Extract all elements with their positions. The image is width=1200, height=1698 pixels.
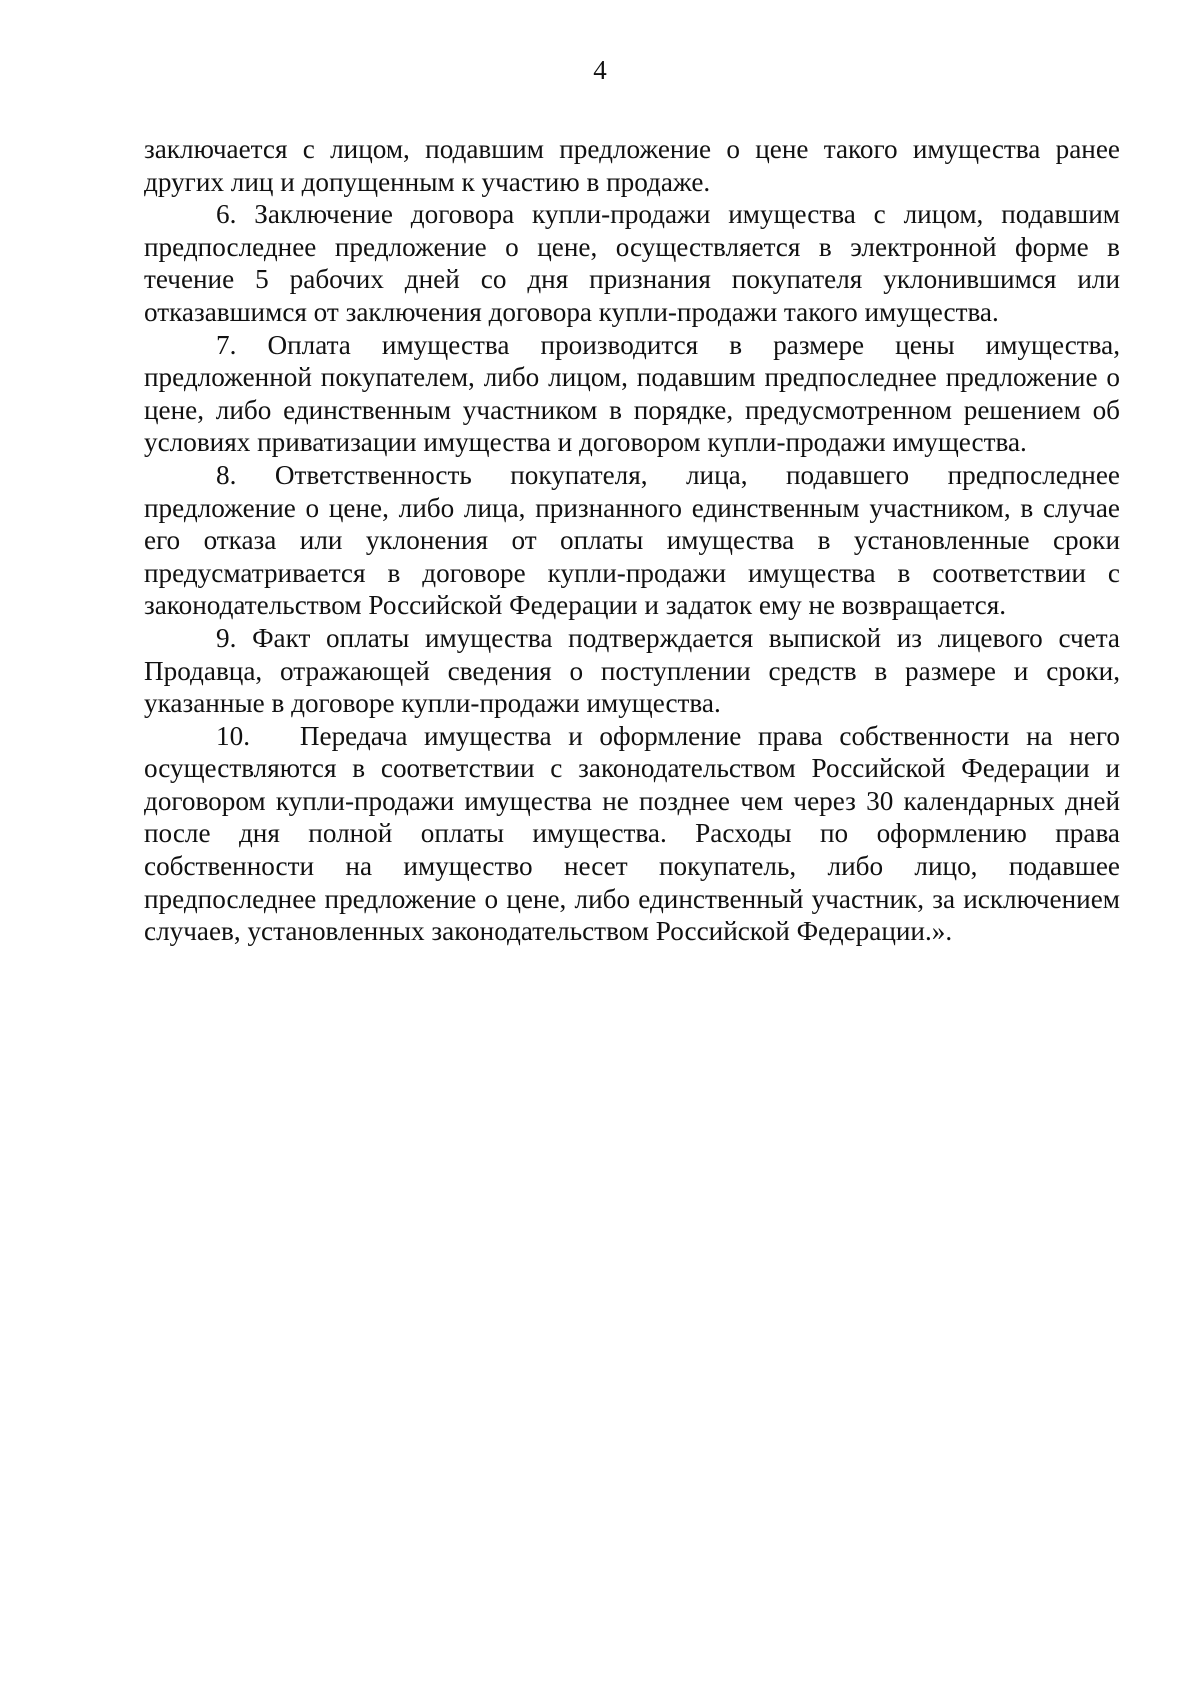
paragraph-item-9: 9. Факт оплаты имущества подтверждается выпиской из лицевого счета Продавца, отражающей сведения о поступлении средств в размере и сроки, указанные в договоре купли-продажи имущества. bbox=[144, 622, 1120, 719]
document-body bbox=[144, 133, 1120, 948]
paragraph-item-7: 7. Оплата имущества производится в размере цены имущества, предложенной покупателем, либо лицом, подавшим предпоследнее предложение о цене, либо единственным участником в порядке, предусмотренном решением об условиях приватизации имущества и договором купли-продажи имущества. bbox=[144, 329, 1120, 458]
paragraph-continuation: заключается с лицом, подавшим предложение о цене такого имущества ранее других лиц и допущенным к участию в продаже. bbox=[144, 134, 1120, 197]
paragraph-item-10: 10. Передача имущества и оформление права собственности на него осуществляются в соответствии с законодательством Российской Федерации и договором купли-продажи имущества не позднее чем через 30 календарных дней после дня полной оплаты имущества. Расходы по оформлению права собственности на имущество несет покупатель, либо лицо, подавшее предпоследнее предложение о цене, либо единственный участник, за исключением случаев, установленных законодательством Российской Федерации.». bbox=[144, 720, 1120, 947]
paragraph-item-6: 6. Заключение договора купли-продажи имущества с лицом, подавшим предпоследнее предложение о цене, осуществляется в электронной форме в течение 5 рабочих дней со дня признания покупателя уклонившимся или отказавшимся от заключения договора купли-продажи такого имущества. bbox=[144, 199, 1120, 327]
page-number: 4 bbox=[593, 55, 607, 85]
paragraph-item-8: 8. Ответственность покупателя, лица, подавшего предпоследнее предложение о цене, либо лица, признанного единственным участником, в случае его отказа или уклонения от оплаты имущества в установленные сроки предусматривается в договоре купли-продажи имущества в соответствии с законодательством Российской Федерации и задаток ему не возвращается. bbox=[144, 459, 1120, 621]
